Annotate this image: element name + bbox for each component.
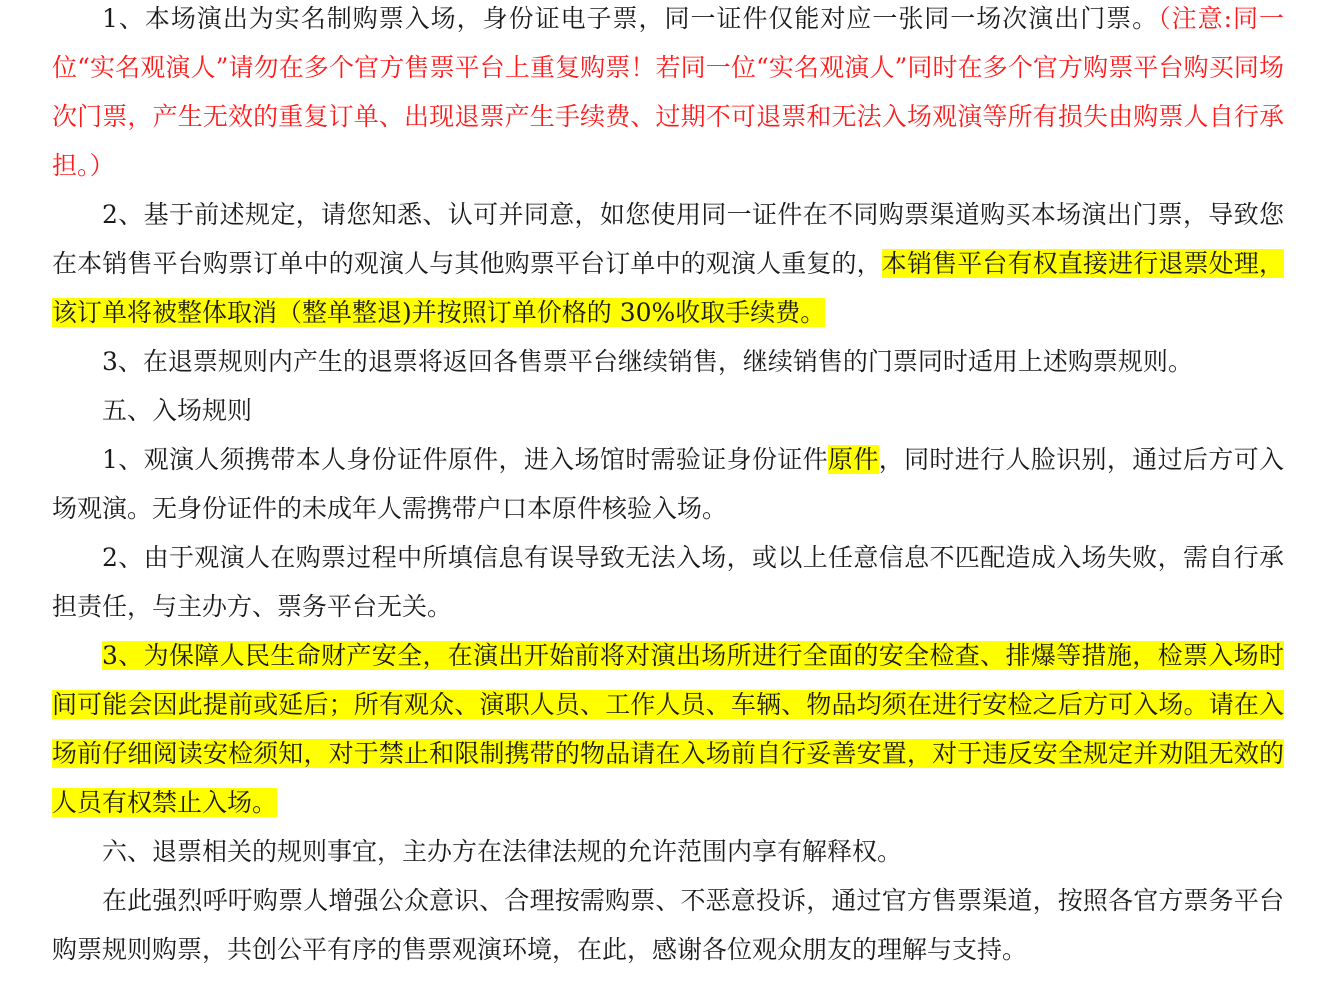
paragraph-text: 在此强烈呼吁购票人增强公众意识、合理按需购票、不恶意投诉，通过官方售票渠道，按照各官方票务平台购票规则购票，共创公平有序的售票观演环境，在此，感谢各位观众朋友的理解与支持。 <box>52 886 1284 964</box>
paragraph-duplicate-refund-rule <box>52 190 1284 337</box>
ticket-rules-document <box>52 0 1284 974</box>
highlighted-refund-fee-text: 本销售平台有权直接进行退票处理，该订单将被整体取消（整单整退)并按照订单价格的 30%收取手续费。 <box>52 249 1284 327</box>
section-heading: 五、入场规则 <box>102 396 253 425</box>
paragraph-id-verification <box>52 435 1284 533</box>
paragraph-real-name-ticketing <box>52 0 1284 190</box>
duplicate-purchase-warning: （注意:同一位“实名观演人”请勿在多个官方售票平台上重复购票！若同一位“实名观演人”同时在多个官方购票平台购买同场次门票，产生无效的重复订单、出现退票产生手续费、过期不可退票和无法入场观演等所有损失由购票人自行承担。） <box>52 4 1284 180</box>
paragraph-text: 3、在退票规则内产生的退票将返回各售票平台继续销售，继续销售的门票同时适用上述购票规则。 <box>102 347 1193 376</box>
paragraph-refund-interpretation <box>52 827 1284 876</box>
paragraph-text: 2、由于观演人在购票过程中所填信息有误导致无法入场，或以上任意信息不匹配造成入场失败，需自行承担责任，与主办方、票务平台无关。 <box>52 543 1284 621</box>
paragraph-text: 1、观演人须携带本人身份证件原件，进入场馆时需验证身份证件 <box>102 445 829 474</box>
paragraph-text: ，同时进行人脸识别，通过后方可入场观演。无身份证件的未成年人需携带户口本原件核验入场。 <box>52 445 1284 523</box>
highlighted-original-text: 原件 <box>828 445 879 474</box>
paragraph-info-error-liability <box>52 533 1284 631</box>
paragraph-closing-appeal <box>52 876 1284 974</box>
section-heading-entry-rules <box>52 386 1284 435</box>
paragraph-text: 六、退票相关的规则事宜，主办方在法律法规的允许范围内享有解释权。 <box>102 837 903 866</box>
paragraph-text: 1、本场演出为实名制购票入场，身份证电子票，同一证件仅能对应一张同一场次演出门票。 <box>102 4 1159 33</box>
highlighted-security-text: 3、为保障人民生命财产安全，在演出开始前将对演出场所进行全面的安全检查、排爆等措施，检票入场时间可能会因此提前或延后；所有观众、演职人员、工作人员、车辆、物品均须在进行安检之后方可入场。请在入场前仔细阅读安检须知，对于禁止和限制携带的物品请在入场前自行妥善安置，对于违反安全规定并劝阻无效的人员有权禁止入场。 <box>52 641 1284 817</box>
paragraph-security-check <box>52 631 1284 827</box>
paragraph-text: 2、基于前述规定，请您知悉、认可并同意，如您使用同一证件在不同购票渠道购买本场演出门票，导致您在本销售平台购票订单中的观演人与其他购票平台订单中的观演人重复的， <box>52 200 1284 278</box>
paragraph-resale-rule <box>52 337 1284 386</box>
